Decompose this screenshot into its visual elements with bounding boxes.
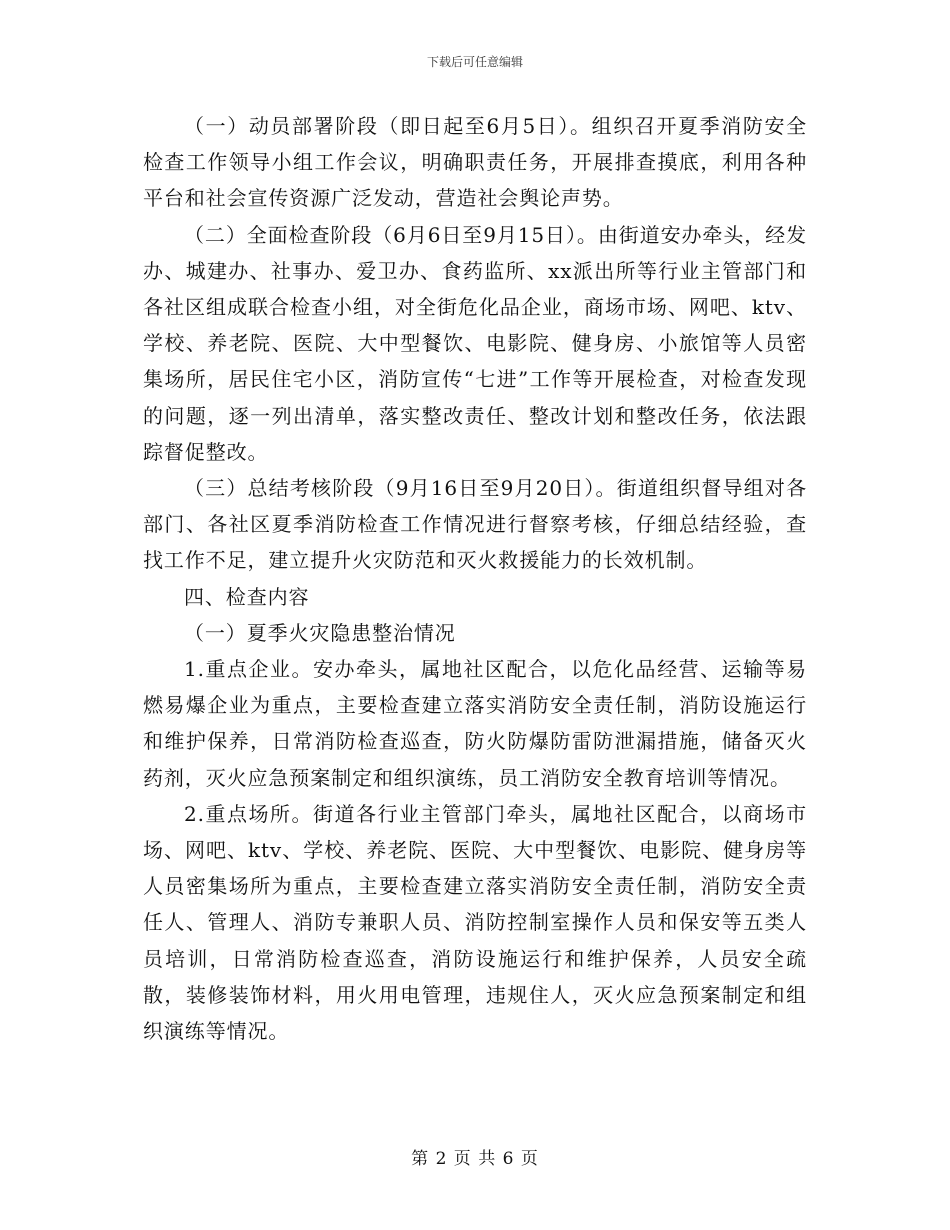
page-footer: 第 2 页 共 6 页	[411, 1149, 539, 1169]
paragraph-key-enterprises: 1.重点企业。安办牵头，属地社区配合，以危化品经营、运输等易燃易爆企业为重点，主要检查建立落实消防安全责任制，消防设施运行和维护保养，日常消防检查巡查，防火防爆防雷防泄漏措施，储备灭火药剂，灭火应急预案制定和组织演练，员工消防安全教育培训等情况。	[143, 657, 807, 790]
section-heading-inspection-content: 四、检查内容	[184, 584, 310, 609]
paragraph-summary-stage: （三）总结考核阶段（9月16日至9月20日）。街道组织督导组对各部门、各社区夏季消防检查工作情况进行督察考核，仔细总结经验，查找工作不足，建立提升火灾防范和灭火救援能力的长效机制。	[143, 476, 807, 573]
paragraph-key-venues: 2.重点场所。街道各行业主管部门牵头，属地社区配合，以商场市场、网吧、ktv、学校、养老院、医院、大中型餐饮、电影院、健身房等人员密集场所为重点，主要检查建立落实消防安全责任制，消防安全责任人、管理人、消防专兼职人员、消防控制室操作人员和保安等五类人员培训，日常消防检查巡查，消防设施运行和维护保养，人员安全疏散，装修装饰材料，用火用电管理，违规住人，灭火应急预案制定和组织演练等情况。	[143, 801, 807, 1044]
paragraph-mobilization-stage: （一）动员部署阶段（即日起至6月5日）。组织召开夏季消防安全检查工作领导小组工作会议，明确职责任务，开展排查摸底，利用各种平台和社会宣传资源广泛发动，营造社会舆论声势。	[143, 114, 807, 211]
document-body	[143, 108, 807, 1049]
subsection-heading-summer-fire-hazards: （一）夏季火灾隐患整治情况	[184, 620, 456, 645]
paragraph-full-inspection-stage: （二）全面检查阶段（6月6日至9月15日）。由街道安办牵头，经发办、城建办、社事办、爱卫办、食药监所、xx派出所等行业主管部门和各社区组成联合检查小组，对全街危化品企业，商场市场、网吧、ktv、学校、养老院、医院、大中型餐饮、电影院、健身房、小旅馆等人员密集场所，居民住宅小区，消防宣传“七进”工作等开展检查，对检查发现的问题，逐一列出清单，落实整改责任、整改计划和整改任务，依法跟踪督促整改。	[143, 222, 807, 464]
page-header: 下载后可任意编辑	[426, 55, 523, 69]
